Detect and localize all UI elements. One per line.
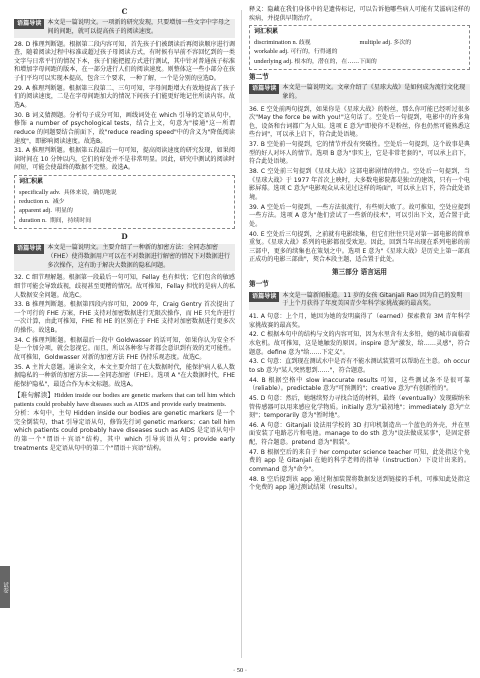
vocab-zh: 具体来说，确切地说 — [63, 189, 117, 196]
sentence-analysis: 分析：本句中，主句 Hidden inside our bodies are genetic markers 是一个完全倒装句，that 引导定语从句，修饰先行词 genetic markers；can tell him which patients could probably have diseases such as AIDS 是定语从句中的第一个"谓语＋宾语"结构，其中 which 引导宾语从句；provide early treatments 是定语从句中的第二个"谓语＋宾语"结构。 — [14, 410, 235, 452]
answer-48: 48. B 空后提到该 app 通过附加装置将数据发送到链接的手机，可推知此处指这个免费的 app 通过测试结果（results）。 — [249, 475, 470, 492]
vocab-pair — [254, 38, 360, 47]
guide-text: 本文是一篇新闻报道。11 岁的女孩 Gitanjali Rao 因为自己的发明于上个月获得了年度美国青少年科学家挑战赛的最高奖。 — [282, 291, 463, 308]
side-tab: 试卷 — [0, 566, 10, 608]
vocab-en: duration n. — [19, 216, 47, 224]
vocab-zh: 明显的 — [55, 208, 73, 215]
guide-text: 本文是一篇说明文。文章介绍了《星球大战》是如何成为流行文化现象的。 — [282, 84, 466, 100]
answer-34: 34. C 推理判断题。根据最后一段中 Goldwasser 的话可知，如果你认为安全不是一个加分项，就会忽视它。而且，所以各种参与者都会意识到有效的无可能性。故可推知，Goldwasser 对新的加密方法 FHE 仍持乐观态度。故选C。 — [14, 336, 235, 362]
answer-33: 33. B 推理判断题。根据第四段内容可知，2009 年，Craig Gentry 首次提出了一个可行的 FHE 方案，FHE 支持对加密数据进行无限次操作，而 HE 只允许进行一次计算，由此可推知，FHE 和 HE 的区别在于 FHE 支持对加密数据进行更多次的操作。故选B。 — [14, 301, 235, 335]
vocab-box-d — [249, 25, 470, 70]
guide-label: 语篇导读 — [14, 244, 44, 254]
right-column — [249, 6, 470, 494]
answer-31: 31. A 推理判断题。根据第五段最后一句可知，提高阅读速度的研究发现，如果阅读时间在 10 分钟以内，它们的好处并不是非常明显。因此，研究中测试的阅读时间短，可能会使最终的数据不完整。故选A。 — [14, 147, 235, 172]
answer-32: 32. C 细节理解题。根据第一段最后一句可知，Fellay 也有担忧；它们包含的敏感细节可能会导致歧视，歧视甚至更糟的情况。故可推知，Fellay 担忧的是病人的私人数据安全问题。故选C。 — [14, 274, 235, 299]
vocab-en: underlying adj. — [254, 57, 293, 65]
page-number: · 50 · — [232, 667, 248, 674]
part-2-title: 第二节 — [249, 72, 269, 81]
page — [14, 6, 472, 666]
part-2-guide — [249, 84, 470, 102]
passage-d-heading: D — [121, 232, 128, 242]
answer-47: 47. B 根据空后的来自于 her computer science teacher 可知，此处指这个免费的 app 是 Gitanjali 在她的科学老师的指导（instruction）下设计出来的。command 意为"命令"。 — [249, 448, 470, 473]
vocab-item — [19, 216, 230, 225]
answer-43: 43. C 句意：直到现在测试水中是否有不能水测试装置可以帮助在主意。oh occur to sb 意为"某人突然想到……"，符合题意。 — [249, 358, 470, 374]
answer-45: 45. D 句意：然后，她继续努力寻找合适的材料，最终（eventually）发现碳纳米管传感器可以用来感应化学物质。initially 意为"最初地"；immediately 意为"立刻"；temporarily 意为"暂时地"。 — [249, 394, 470, 420]
vocab-en: discrimination n. — [254, 38, 298, 46]
vocab-zh: 歧视 — [298, 39, 311, 46]
guide-label: 语篇导读 — [249, 292, 279, 302]
vocab-pair — [254, 57, 465, 66]
vocab-zh: 可行的，行得通的 — [290, 49, 338, 56]
sentence-translation: 释义：隐藏在我们身体中的是遗传标记，可以告诉他哪些病人可能有艾滋病这样的疾病，并提供早期治疗。 — [249, 6, 470, 22]
answer-36: 36. E 空处前两句提到，如果你是《星球大战》的粉丝，那么你可能已经听过很多次"May the force be with you!"这句话了。空处后一句提到，电影中的许多角色，设备和台词都广为人知。选项 E 意为"即使你不是粉丝，你也仍然可能熟悉这些台词"，可以承上启下，符合此处语境。 — [249, 105, 470, 139]
vocab-item — [19, 188, 230, 197]
vocab-en: multiple adj. — [359, 38, 392, 46]
vocab-box-c — [14, 175, 235, 229]
vocab-header: 词汇积累 — [254, 28, 279, 36]
answer-38: 38. C 空处前三句提到《星球大战》这部电影剧情的特点。空处后一句提到，当《星球大战》于 1977 年首次上映时，大多数电影院都是独立的建筑，只有一个电影屏幕。选项 C 意为"电影观众从未见过这样的场面"，可以承上启下，符合此处语境。 — [249, 168, 470, 201]
vocab-en: specifically adv. — [19, 188, 61, 196]
left-column — [14, 6, 235, 454]
column-divider — [241, 10, 242, 658]
answer-46: 46. A 句意：Gitanjali 设法用学校的 3D 打印机制造出一个蓝色的外壳，并在里面安装了电路芯片和电池。manage to do sth 意为"设法做成某事"，是固定搭配，符合题意。pretend 意为"假装"。 — [249, 421, 470, 447]
answer-30: 30. B 词义猜测题。分析句子成分可知，画线词处在 which 引导的定语从句中，修饰 a number of psychological tests，结合上文，句意为"接通"这一所谓 reduce 的问题要结合前面下，故"reduce reading speed"中的含义为"降低阅读速度"，即影响阅读速度。故选B。 — [14, 111, 235, 145]
vocab-en: reduction n. — [19, 198, 50, 205]
guide-label: 语篇导读 — [14, 19, 44, 29]
vocab-zh: 期间，持续时间 — [49, 217, 92, 224]
answer-37: 37. B 空处前一句提到，它的情节并没有突破性。空处后一句提到，这个故事是典型的好人对坏人的情节。选项 B 意为"事实上，它是非常老套的"，可以承上启下，符合此处语境。 — [249, 141, 470, 166]
part-3-title: 第三部分 语言运用 — [331, 268, 388, 277]
vocab-item — [19, 197, 230, 206]
section-1-title: 第一节 — [249, 280, 269, 289]
answer-28: 28. D 推理判断题。根据第二段内容可知，首先孩子们被朗读后再阅读顺序进行调查，随着阅读过程中标准或超过孩子母阅读方式，有时候有早前不容回忆到的一类文字与日常平行的情况下本，孩子们能把握方式进行测试，其中针对普通孩子标准和增加字母间距的版本，在一部分进行人们的阅读速度。则整体这一些小部分在孩子们平均可以实现本提高，包含三个要求，一种了解，一个是分别的应选D。 — [14, 40, 235, 83]
vocab-pair — [254, 47, 465, 56]
guide-text: 本文是一篇说明文。一项新的研究发现，只要增加一些文字中字母之间的间距，就可以提高孩子的阅读速度。 — [47, 19, 231, 35]
vocab-zh: 减少 — [52, 199, 65, 205]
vocab-pair — [360, 38, 466, 47]
answer-29: 29. A 推理判断题。根据第三段第二、三句可知，字母间距增大有效地提高了孩子们的阅读速度，二是在字母间距加大的情况下间孩子们能更好地记住所读内容。故选A。 — [14, 84, 235, 109]
part-3-guide — [249, 292, 470, 310]
vocab-zh: 多次的 — [393, 39, 412, 46]
answer-42: 42. C 根据本句中的结构与文的内容可知，因为水里含有太多铅，她的城市面临着水危机。故可推知，这是她触发的原因。inspire 意为"激发，给……灵感"，符合题意。define 意为"给……下定义"。 — [249, 331, 470, 356]
vocab-item — [254, 38, 465, 47]
answer-40: 40. E 空处后三句提到，之前就有电影续集，但它们往往只是对第一部电影的简单重复。《星球大战》系列的电影都很受欢迎。因此，回到当年出现在系列电影的前三部中，更多的续集也在策划之中。选项 E 意为"《星球大战》是历史上第一部真正成功的电影三部曲"，契合本段主题，适合置于此处。 — [249, 230, 470, 264]
passage-c-heading: C — [121, 7, 128, 16]
vocab-header: 词汇积累 — [19, 178, 44, 186]
guide-label: 语篇导读 — [249, 84, 279, 94]
vocab-item — [19, 206, 230, 215]
guide-text: 本文是一篇说明文。主要介绍了一种新的加密方法：全同态加密（FHE）使得数据用户可以在不对数据进行解密的情况下对数据进行多次操作，这有助于解决大数据的隐私问题。 — [47, 244, 230, 269]
passage-d-guide — [14, 244, 235, 271]
answer-44: 44. B 根据空格中 slow inaccurate results 可知，这些测试条不是很可靠（reliable）。predictable 意为"可预测的"；creative 意为"有创新性的"。 — [249, 376, 470, 393]
difficult-sentence: 【难句解读】Hidden inside our bodies are genetic markers that can tell him which patients could probably have diseases such as AIDS and provide early treatments. — [14, 391, 235, 408]
answer-39: 39. A 空处后一句提到，一些方法很流行，有些则大败了。故可推知，空处应提到一些方法。选项 A 意为"他们尝试了一些新的技术"，可以引出下文，适合置于此处。 — [249, 203, 470, 228]
answer-41: 41. A 句意：上个月，她因为她的发明赢得了（earned）探索教育 3M 青年科学家挑战赛的最高奖。 — [249, 313, 470, 329]
vocab-en: apparent adj. — [19, 207, 53, 215]
vocab-item — [254, 57, 465, 66]
vocab-zh: 根本的，潜在的，在……下面的 — [294, 58, 377, 65]
vocab-en: workable adj. — [254, 48, 289, 56]
passage-c-guide — [14, 19, 235, 37]
vocab-item — [254, 47, 465, 56]
answer-35: 35. A 主旨大意题。通读全文，本文主要介绍了在大数据时代，能保护病人私人数据隐私的一种新的加密方法——全同态加密（FHE）。选项 A "在大数据时代，FHE 能保护隐私"，最适合作为本文标题。故选A。 — [14, 363, 235, 388]
